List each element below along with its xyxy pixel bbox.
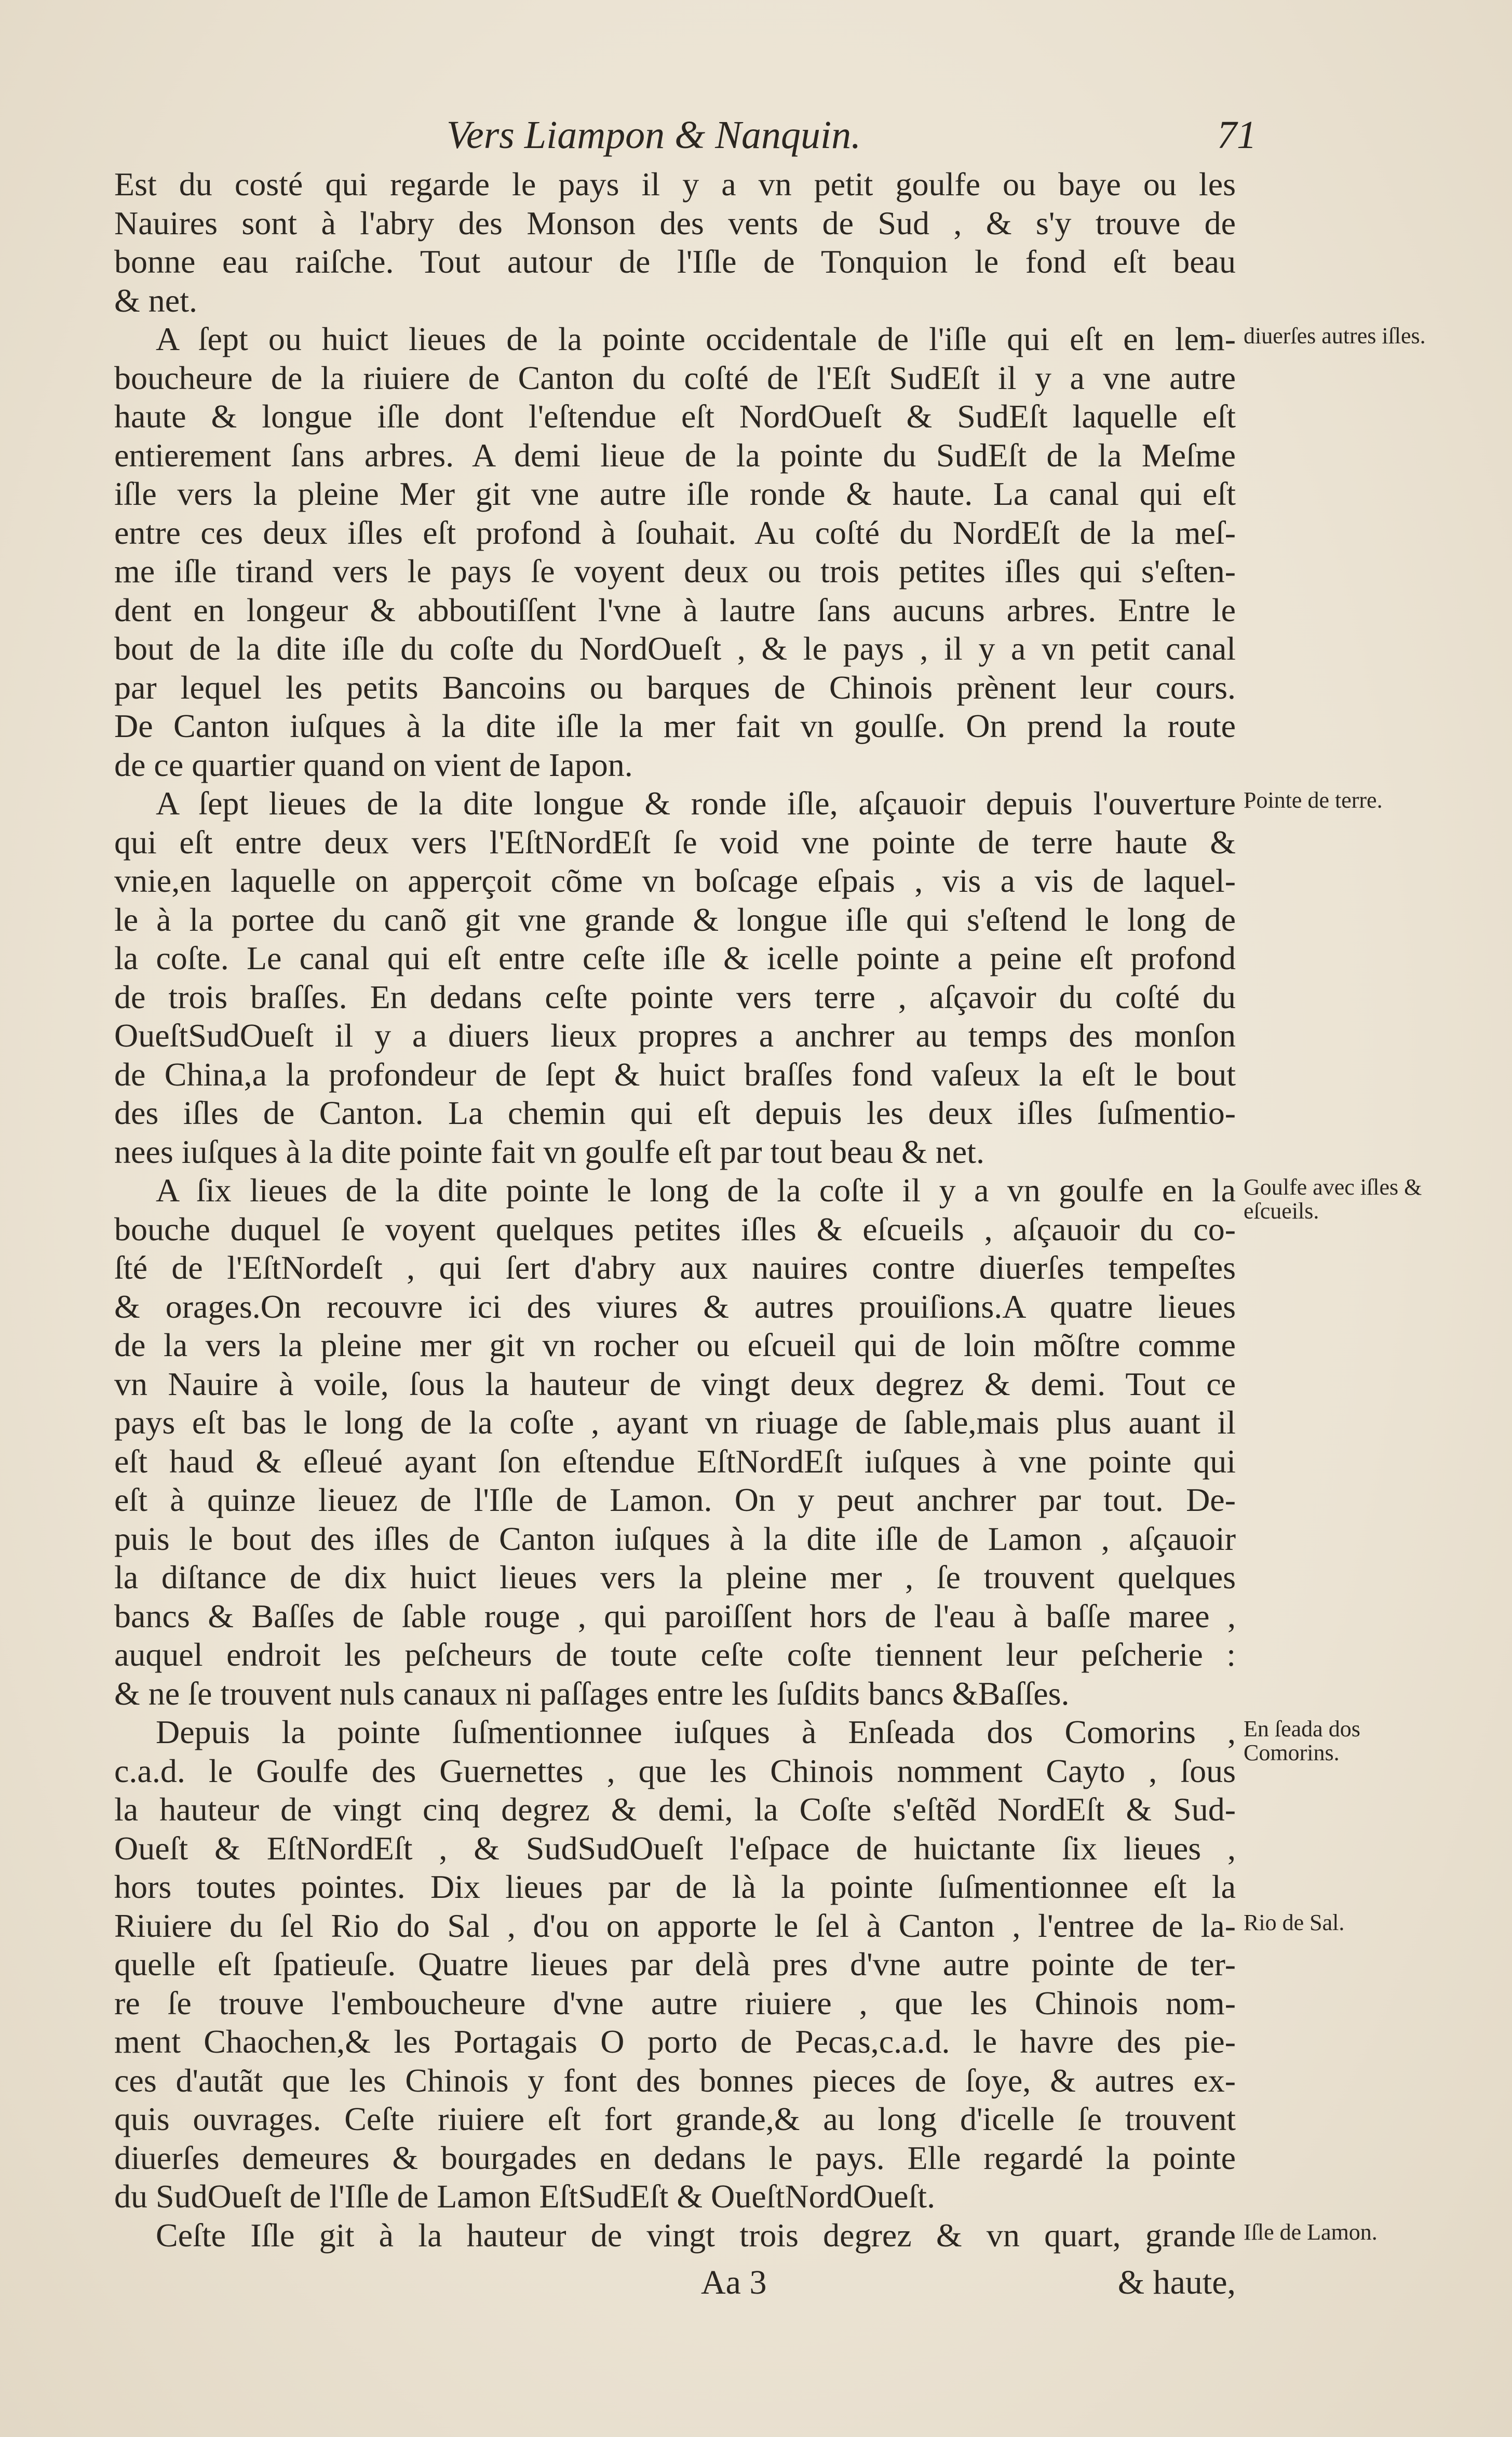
text-line: ment Chaochen,& les Portagais O porto de Pecas,c.a.d. le havre des pie- xyxy=(114,2023,1236,2060)
text-line: boucheure de la riuiere de Canton du coſté de l'Eſt SudEſt il y a vne autre xyxy=(114,359,1236,396)
running-title: Vers Liampon & Nanquin. xyxy=(447,113,861,157)
text-line: & ne ſe trouvent nuls canaux ni paſſages entre les ſuſdits bancs &Baſſes. xyxy=(114,1675,1070,1712)
text-line: dent en longeur & abboutiſſent l'vne à lautre ſans aucuns arbres. Entre le xyxy=(114,591,1236,628)
text-line: ſté de l'EſtNordeſt , qui ſert d'abry aux nauires contre diuerſes tempeſtes xyxy=(114,1249,1236,1286)
text-line: Ceſte Iſle git à la hauteur de vingt trois degrez & vn quart, grande xyxy=(156,2216,1236,2254)
text-line: entierement ſans arbres. A demi lieue de la pointe du SudEſt de la Meſme xyxy=(114,436,1236,474)
text-line: entre ces deux iſles eſt profond à ſouhait. Au coſté du NordEſt de la meſ- xyxy=(114,514,1236,551)
text-line: & orages.On recouvre ici des viures & autres prouiſions.A quatre lieues xyxy=(114,1288,1236,1325)
margin-notes xyxy=(1244,0,1462,2437)
text-line: Est du costé qui regarde le pays il y a vn petit goulfe ou baye ou les xyxy=(114,166,1236,203)
margin-note: Rio de Sal. xyxy=(1244,1909,1345,1935)
body-text xyxy=(114,165,1236,2255)
signature-mark: Aa 3 xyxy=(701,2264,767,2301)
text-line: eſt haud & eſleué ayant ſon eſtendue EſtNordEſt iuſques à vne pointe qui xyxy=(114,1442,1236,1480)
text-line: la hauteur de vingt cinq degrez & demi, la Coſte s'eſtẽd NordEſt & Sud- xyxy=(114,1791,1236,1828)
text-line: A ſept lieues de la dite longue & ronde iſle, aſçauoir depuis l'ouverture xyxy=(156,785,1236,822)
text-line: A ſix lieues de la dite pointe le long de la coſte il y a vn goulfe en la xyxy=(156,1172,1236,1209)
text-line: Riuiere du ſel Rio do Sal , d'ou on apporte le ſel à Canton , l'entree de la- xyxy=(114,1907,1236,1944)
text-line: quis ouvrages. Ceſte riuiere eſt fort grande,& au long d'icelle ſe trouvent xyxy=(114,2100,1236,2137)
text-line: des iſles de Canton. La chemin qui eſt depuis les deux iſles ſuſmentio- xyxy=(114,1094,1236,1131)
text-line: la coſte. Le canal qui eſt entre ceſte iſle & icelle pointe a peine eſt profond xyxy=(114,940,1236,976)
text-line: eſt à quinze lieuez de l'Iſle de Lamon. On y peut anchrer par tout. De- xyxy=(114,1481,1236,1518)
text-line: qui eſt entre deux vers l'EſtNordEſt ſe void vne pointe de terre haute & xyxy=(114,823,1236,861)
margin-note: Iſle de Lamon. xyxy=(1244,2219,1378,2245)
text-line: OueſtSudOueſt il y a diuers lieux propres a anchrer au temps des monſon xyxy=(114,1017,1236,1054)
text-line: Depuis la pointe ſuſmentionnee iuſques à Enſeada dos Comorins , xyxy=(156,1713,1236,1750)
text-line: Oueſt & EſtNordEſt , & SudSudOueſt l'eſpace de huictante ſix lieues , xyxy=(114,1829,1236,1867)
running-head xyxy=(114,106,1257,164)
text-line: bouche duquel ſe voyent quelques petites iſles & eſcueils , aſçauoir du co- xyxy=(114,1210,1236,1248)
text-line: vn Nauire à voile, ſous la hauteur de vingt deux degrez & demi. Tout ce xyxy=(114,1365,1236,1402)
text-line: le à la portee du canõ git vne grande & longue iſle qui s'eſtend le long de xyxy=(114,901,1236,938)
page-footer xyxy=(114,2262,1236,2304)
margin-note: Pointe de terre. xyxy=(1244,787,1383,813)
text-line: de trois braſſes. En dedans ceſte pointe vers terre , aſçavoir du coſté du xyxy=(114,978,1236,1015)
text-line: me iſle tirand vers le pays ſe voyent deux ou trois petites iſles qui s'eſten- xyxy=(114,553,1236,590)
text-line: quelle eſt ſpatieuſe. Quatre lieues par delà pres d'vne autre pointe de ter- xyxy=(114,1946,1236,1983)
text-line: nees iuſques à la dite pointe fait vn goulfe eſt par tout beau & net. xyxy=(114,1133,984,1170)
text-line: re ſe trouve l'emboucheure d'vne autre riuiere , que les Chinois nom- xyxy=(114,1984,1236,2021)
text-line: & net. xyxy=(114,282,197,319)
margin-note: En ſeada dos Comorins. xyxy=(1244,1716,1360,1765)
text-line: de la vers la pleine mer git vn rocher ou eſcueil qui de loin mõſtre comme xyxy=(114,1327,1236,1363)
text-line: hors toutes pointes. Dix lieues par de là la pointe ſuſmentionnee eſt la xyxy=(114,1868,1236,1905)
text-line: bonne eau raiſche. Tout autour de l'Iſle de Tonquion le fond eſt beau xyxy=(114,243,1236,280)
text-line: la diſtance de dix huict lieues vers la pleine mer , ſe trouvent quelques xyxy=(114,1559,1236,1596)
text-line: de ce quartier quand on vient de Iapon. xyxy=(114,746,633,783)
text-line: vnie,en laquelle on apperçoit cõme vn boſcage eſpais , vis a vis de laquel- xyxy=(114,862,1236,899)
text-line: bancs & Baſſes de ſable rouge , qui paroiſſent hors de l'eau à baſſe maree , xyxy=(114,1597,1236,1635)
text-line: haute & longue iſle dont l'eſtendue eſt NordOueſt & SudEſt laquelle eſt xyxy=(114,398,1236,435)
text-line: par lequel les petits Bancoins ou barques de Chinois prènent leur cours. xyxy=(114,668,1236,706)
text-line: du SudOueſt de l'Iſle de Lamon EſtSudEſt & OueſtNordOueſt. xyxy=(114,2178,936,2215)
text-line: de China,a la profondeur de ſept & huict braſſes fond vaſeux la eſt le bout xyxy=(114,1055,1236,1093)
text-line: iſle vers la pleine Mer git vne autre iſle ronde & haute. La canal qui eſt xyxy=(114,475,1236,512)
text-line: A ſept ou huict lieues de la pointe occidentale de l'iſle qui eſt en lem- xyxy=(156,320,1236,357)
page-number: 71 xyxy=(1217,113,1257,157)
catchword: & haute, xyxy=(1117,2264,1236,2301)
text-line: De Canton iuſques à la dite iſle la mer fait vn goulſe. On prend la route xyxy=(114,707,1236,744)
text-line: Nauires sont à l'abry des Monson des vents de Sud , & s'y trouve de xyxy=(114,204,1236,242)
margin-note: diuerſes autres iſles. xyxy=(1244,323,1426,349)
text-line: auquel endroit les peſcheurs de toute ceſte coſte tiennent leur peſcherie : xyxy=(114,1636,1236,1673)
text-line: bout de la dite iſle du coſte du NordOueſt , & le pays , il y a vn petit canal xyxy=(114,630,1236,667)
text-line: puis le bout des iſles de Canton iuſques à la dite iſle de Lamon , aſçauoir xyxy=(114,1520,1236,1557)
text-line: c.a.d. le Goulfe des Guernettes , que les Chinois nomment Cayto , ſous xyxy=(114,1752,1236,1789)
margin-note: Goulfe avec iſles & eſcueils. xyxy=(1244,1174,1422,1224)
text-line: pays eſt bas le long de la coſte , ayant vn riuage de ſable,mais plus auant il xyxy=(114,1404,1236,1441)
text-line: ces d'autãt que les Chinois y font des bonnes pieces de ſoye, & autres ex- xyxy=(114,2061,1236,2099)
text-line: diuerſes demeures & bourgades en dedans le pays. Elle regardé la pointe xyxy=(114,2139,1236,2176)
